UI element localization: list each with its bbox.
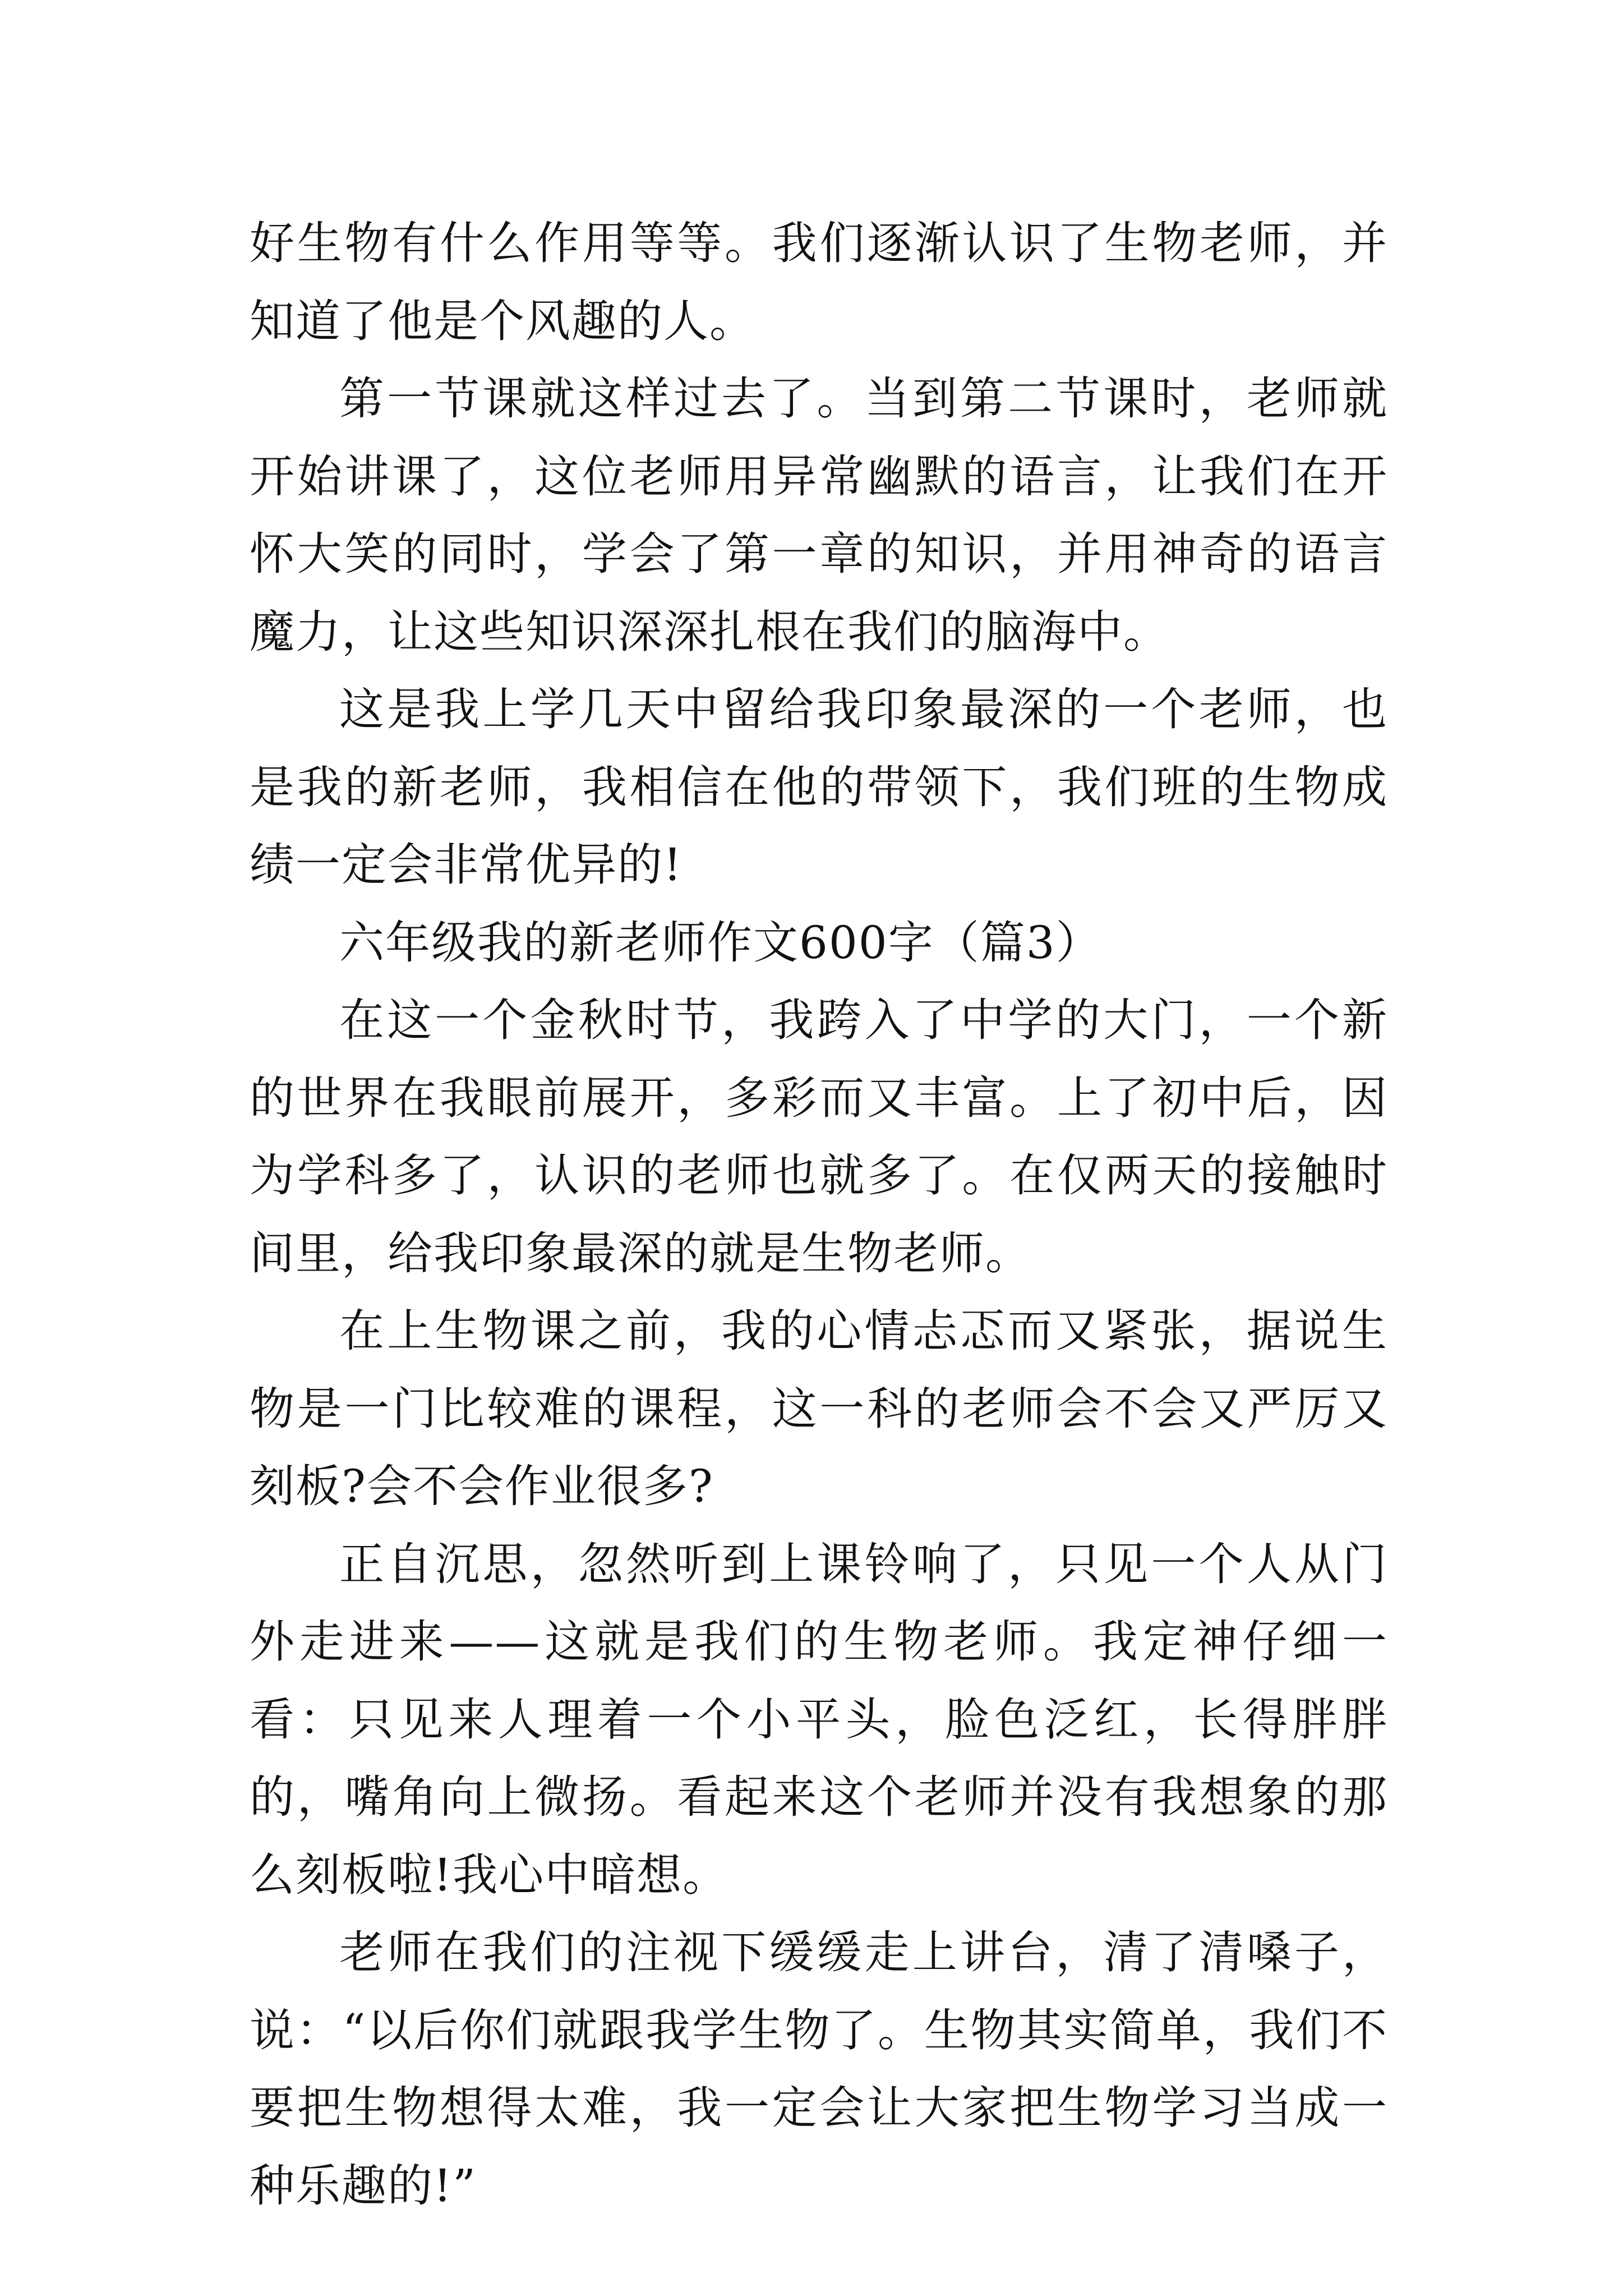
paragraph-before-class: 在上生物课之前，我的心情忐忑而又紧张，据说生物是一门比较难的课程，这一科的老师会不会又严厉又刻板?会不会作业很多? bbox=[250, 1305, 1388, 1512]
paragraph-bell: 正自沉思，忽然听到上课铃响了，只见一个人从门外走进来——这就是我们的生物老师。我定神仔细一看：只见来人理着一个小平头，脸色泛红，长得胖胖的，嘴角向上微扬。看起来这个老师并没有我想象的那么刻板啦!我心中暗想。 bbox=[250, 1538, 1388, 1901]
document-body bbox=[250, 205, 1388, 2225]
section-heading: 六年级我的新老师作文600字（篇3） bbox=[339, 916, 1102, 969]
paragraph-first-class: 第一节课就这样过去了。当到第二节课时，老师就开始讲课了，这位老师用异常幽默的语言，让我们在开怀大笑的同时，学会了第一章的知识，并用神奇的语言魔力，让这些知识深深扎根在我们的脑海中。 bbox=[250, 372, 1388, 658]
paragraph-continuation: 好生物有什么作用等等。我们逐渐认识了生物老师，并知道了他是个风趣的人。 bbox=[250, 217, 1388, 347]
paragraph-teacher-speech: 老师在我们的注视下缓缓走上讲台，清了清嗓子，说：“以后你们就跟我学生物了。生物其实简单，我们不要把生物想得太难，我一定会让大家把生物学习当成一种乐趣的!” bbox=[250, 1926, 1388, 2212]
paragraph-impression: 这是我上学几天中留给我印象最深的一个老师，也是我的新老师，我相信在他的带领下，我们班的生物成绩一定会非常优异的! bbox=[250, 683, 1388, 891]
paragraph-autumn: 在这一个金秋时节，我跨入了中学的大门，一个新的世界在我眼前展开，多彩而又丰富。上了初中后，因为学科多了，认识的老师也就多了。在仅两天的接触时间里，给我印象最深的就是生物老师。 bbox=[250, 994, 1388, 1280]
